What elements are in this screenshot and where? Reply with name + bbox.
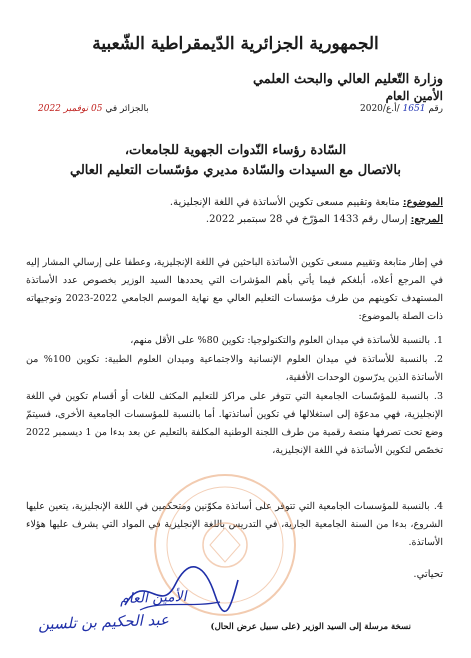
addressee-line-2: بالاتصال مع السيدات والسّادة مديري مؤسّسات التعليم العالي [70, 163, 401, 178]
secretary-general-label: الأمين العام [385, 89, 443, 103]
item-number: 2. [433, 354, 443, 365]
reference-text: إرسال رقم 1433 المؤرّخ في 28 سبتمبر 2022. [205, 214, 408, 225]
list-item [26, 388, 443, 460]
addressee-line-1: السّادة رؤساء النّدوات الجهوية للجامعات، [124, 143, 347, 158]
copy-note: نسخة مرسلة إلى السيد الوزير (على سبيل عرض الحال) [210, 622, 411, 632]
list-item [26, 351, 443, 387]
reference-label: المرجع: [410, 214, 443, 225]
subject-line [170, 197, 443, 208]
intro-paragraph: في إطار متابعة وتقييم مسعى تكوين الأساتذة الباحثين في اللغة الإنجليزية، وعطفا على إرسالي المشار إليه في المرجع أعلاه، أبلغكم فيما يأتي بأهم المؤشرات التي يحددها السيد الوزير بخصوص عدد الأساتذة المستهدف تكوينهم من طرف مؤسسات التعليم العالي مع نهاية الموسم الجامعي 2022-2023 وتوجيهاته ذات الصلة بالموضوع: [26, 257, 443, 322]
signatory-title: الأمين العام [119, 588, 187, 608]
list-item [26, 332, 443, 350]
date-stamp: 05 نوفمبر 2022 [38, 104, 103, 114]
republic-heading: الجمهورية الجزائرية الدّيمقراطية الشّعبية [92, 34, 379, 54]
item-text: بالنسبة للأساتذة في ميدان العلوم والتكنولوجيا: تكوين 80% على الأقل منهم، [130, 335, 430, 346]
item-number: 4. [433, 501, 443, 512]
item-text: بالنسبة للمؤسّسات الجامعية التي تتوفر على مراكز للتعليم المكثف للغات أو أقسام تكوين في اللغة الإنجليزية، فهي مدعوّة إلى استغلالها في تكوين أساتذتها. أما بالنسبة للمؤسسات الجامعية الأخرى، فسيتمّ وضع تحت تصرفها منصة رقمية من طرف اللجنة الوطنية المكلفة بالتعليم عن بعد بدءا من 1 ديسمبر 2022 تخصّص لتكوين الأساتذة في اللغة الإنجليزية، [26, 391, 443, 456]
item-text: بالنسبة للمؤسسات الجامعية التي تتوفر على أساتذة مكوّنين ومتحكمين في اللغة الإنجليزية، يتعين عليها الشروع، بدءا من السنة الجامعية الجارية، في التدريس باللغة الإنجليزية في المواد التي يشرف عليها هؤلاء الأساتذة. [26, 501, 443, 548]
place-label: بالجزائر في [105, 104, 149, 114]
subject-label: الموضوع: [402, 197, 443, 208]
closing-greeting: تحياتي. [413, 569, 443, 580]
item-number: 1. [433, 335, 443, 346]
reference-number-line [360, 104, 443, 114]
reference-line [206, 214, 443, 225]
ministry-name: وزارة التّعليم العالي والبحث العلمي [252, 72, 443, 87]
item-text: بالنسبة للأساتذة في ميدان العلوم الإنسانية والاجتماعية وميدان العلوم الطبية: تكوين 100% من الأساتذة الذين يدرّسون الوحدات الأفقية، [26, 354, 443, 383]
ref-suffix: /أ.ع/2020 [360, 104, 400, 114]
date-line [38, 104, 149, 114]
ref-prefix: رقم [428, 104, 443, 114]
ref-number: 1651 [402, 104, 426, 114]
subject-text: متابعة وتقييم مسعى تكوين الأساتذة في اللغة الإنجليزية. [169, 197, 400, 208]
item-number: 3. [433, 391, 443, 402]
signatory-name: عبد الحكيم بن تلسين [37, 610, 170, 634]
